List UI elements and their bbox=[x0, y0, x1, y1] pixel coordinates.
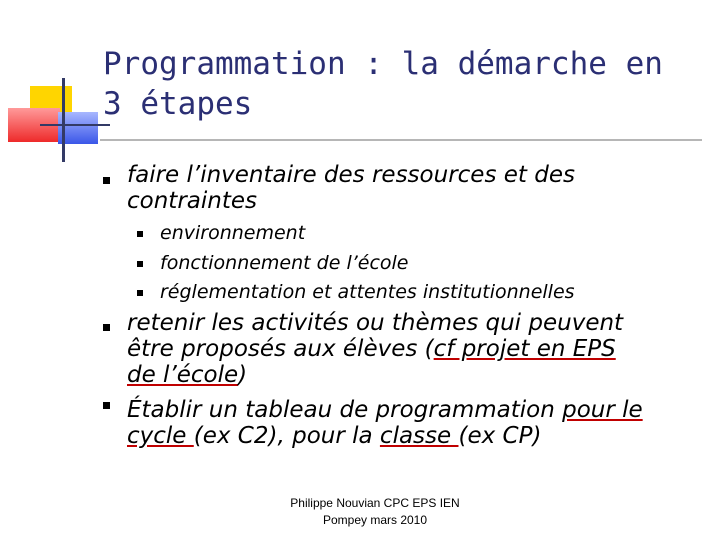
bullet-text: contraintes bbox=[127, 188, 257, 214]
sub-bullet-square-icon bbox=[137, 290, 143, 296]
title-underline-rule bbox=[100, 139, 702, 141]
footer-author: Philippe Nouvian CPC EPS IEN bbox=[290, 496, 460, 510]
title-line-2: 3 étapes bbox=[103, 86, 253, 122]
bullet-item-inventory bbox=[127, 162, 707, 214]
bullet-text: ) bbox=[238, 362, 248, 388]
slide-title bbox=[103, 44, 703, 124]
bullet-square-icon bbox=[103, 324, 110, 331]
bullet-square-icon bbox=[103, 402, 110, 409]
slide-footer bbox=[255, 495, 495, 529]
sub-bullet-square-icon bbox=[137, 231, 143, 237]
slide-logo bbox=[0, 0, 100, 170]
pour-le-cycle-link[interactable]: pour le bbox=[562, 397, 643, 423]
sub-item-environnement: environnement bbox=[160, 222, 306, 244]
projet-eps-link[interactable]: de l’école bbox=[127, 362, 239, 388]
bullet-text: (ex C2), pour la bbox=[193, 423, 380, 449]
pour-le-cycle-link[interactable]: cycle bbox=[127, 423, 194, 449]
bullet-item-activites bbox=[127, 310, 707, 388]
sub-item-fonctionnement: fonctionnement de l’école bbox=[160, 252, 409, 274]
sub-bullet-square-icon bbox=[137, 261, 143, 267]
bullet-square-icon bbox=[103, 177, 110, 184]
logo-vertical-line bbox=[62, 78, 65, 162]
bullet-item-tableau bbox=[127, 397, 717, 449]
bullet-text: faire l’inventaire des ressources et des bbox=[127, 162, 575, 188]
bullet-text: (ex CP) bbox=[458, 423, 542, 449]
logo-horizontal-line bbox=[40, 124, 110, 126]
bullet-text: Établir un tableau de programmation bbox=[127, 397, 563, 423]
bullet-text: être proposés aux élèves ( bbox=[127, 336, 434, 362]
title-line-1: Programmation : la démarche en bbox=[103, 46, 663, 82]
footer-date: Pompey mars 2010 bbox=[322, 513, 428, 527]
projet-eps-link[interactable]: cf projet en EPS bbox=[433, 336, 616, 362]
sub-item-reglementation: réglementation et attentes institutionnelles bbox=[160, 281, 575, 303]
bullet-text: retenir les activités ou thèmes qui peuvent bbox=[127, 310, 624, 336]
classe-link[interactable]: classe bbox=[379, 423, 459, 449]
